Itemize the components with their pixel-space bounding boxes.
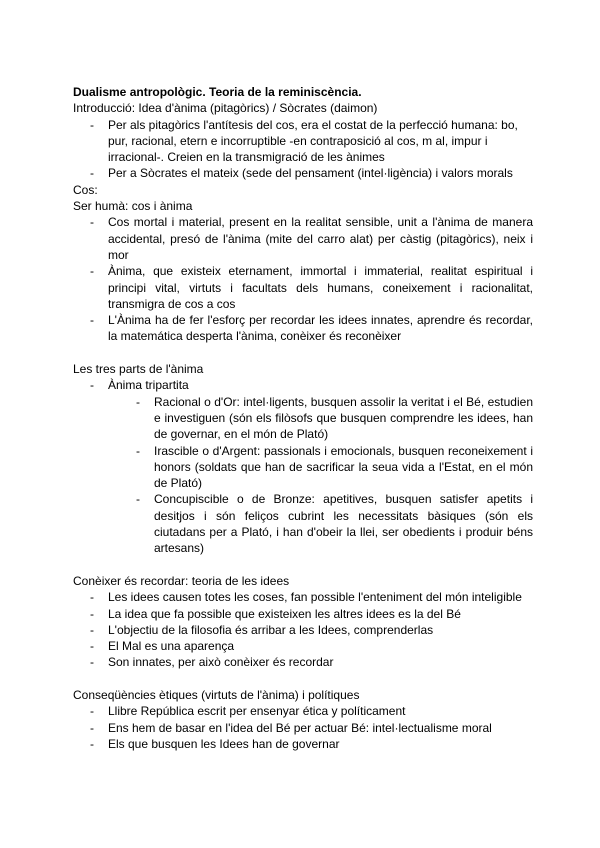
list-item: - Per a Sòcrates el mateix (sede del pensament (intel·ligència) i valors morals bbox=[108, 165, 533, 181]
spacer bbox=[73, 345, 533, 361]
list-item: - El Mal es una aparença bbox=[108, 638, 533, 654]
list-item: - Ens hem de basar en l'idea del Bé per actuar Bé: intel·lectualisme moral bbox=[108, 720, 533, 736]
cos-label: Cos: bbox=[73, 182, 98, 197]
coneixer-list bbox=[73, 589, 533, 670]
list-item: - Son innates, per això conèixer és recordar bbox=[108, 654, 533, 670]
spacer bbox=[73, 557, 533, 573]
document-page bbox=[73, 84, 533, 752]
list-item: - Ànima, que existeix eternament, immortal i immaterial, realitat espiritual i principi vital, virtuts i facultats dels humans, coneixement i racionalitat, transmigra de cos a cos bbox=[108, 263, 533, 312]
coneixer-heading: Conèixer és recordar: teoria de les idees bbox=[73, 573, 290, 588]
consequencies-heading: Conseqüències ètiques (virtuts de l'ànima) i polítiques bbox=[73, 687, 360, 702]
list-item bbox=[108, 377, 533, 556]
tres-parts-sublist bbox=[108, 394, 533, 557]
list-item: - Les idees causen totes les coses, fan possible l'enteniment del món inteligible bbox=[108, 589, 533, 605]
list-item: - La idea que fa possible que existeixen les altres idees es la del Bé bbox=[108, 606, 533, 622]
intro-heading: Introducció: Idea d'ànima (pitagòrics) / Sòcrates (daimon) bbox=[73, 101, 378, 116]
ser-huma-heading: Ser humà: cos i ànima bbox=[73, 199, 193, 214]
list-item: - Els que busquen les Idees han de governar bbox=[108, 736, 533, 752]
sublist-item: - Concupiscible o de Bronze: apetitives, busquen satisfer apetits i desitjos i són feliços cubrint les necessitats bàsiques (són els ciutadans per a Plató, i han d'obeir la llei, ser obedients i produir béns artesans) bbox=[154, 491, 533, 556]
ser-huma-list bbox=[73, 214, 533, 344]
sublist-item: - Irascible o d'Argent: passionals i emocionals, busquen reconeixement i honors (soldats que han de sacrificar la seua vida a l'Estat, en el món de Plató) bbox=[154, 443, 533, 492]
spacer bbox=[73, 671, 533, 687]
list-item: - Cos mortal i material, present en la realitat sensible, unit a l'ànima de manera accidental, presó de l'ànima (mite del carro alat) per càstig (pitagòrics), neix i mor bbox=[108, 214, 533, 263]
document-title: Dualisme antropològic. Teoria de la reminiscència. bbox=[73, 85, 362, 99]
intro-list bbox=[73, 117, 533, 182]
list-item: - Llibre República escrit per ensenyar ética y políticament bbox=[108, 703, 533, 719]
list-item-label: Ànima tripartita bbox=[108, 378, 189, 393]
consequencies-list bbox=[73, 703, 533, 752]
list-item: - Per als pitagòrics l'antítesis del cos, era el costat de la perfecció humana: bo, pur, racional, etern e incorruptible -en contraposició al cos, m al, impur i irracional-. Creien en la transmigració de les ànimes bbox=[108, 117, 533, 166]
list-item: - L'objectiu de la filosofia és arribar a les Idees, comprenderlas bbox=[108, 622, 533, 638]
list-item: - L'Ànima ha de fer l'esforç per recordar les idees innates, aprendre és recordar, la matemática desperta l'ànima, conèixer és reconèixer bbox=[108, 312, 533, 345]
sublist-item: - Racional o d'Or: intel·ligents, busquen assolir la veritat i el Bé, estudien e investiguen (són els filòsofs que busquen comprendre les idees, han de governar, en el món de Plató) bbox=[154, 394, 533, 443]
tres-parts-list bbox=[73, 377, 533, 556]
tres-parts-heading: Les tres parts de l'ànima bbox=[73, 362, 204, 377]
